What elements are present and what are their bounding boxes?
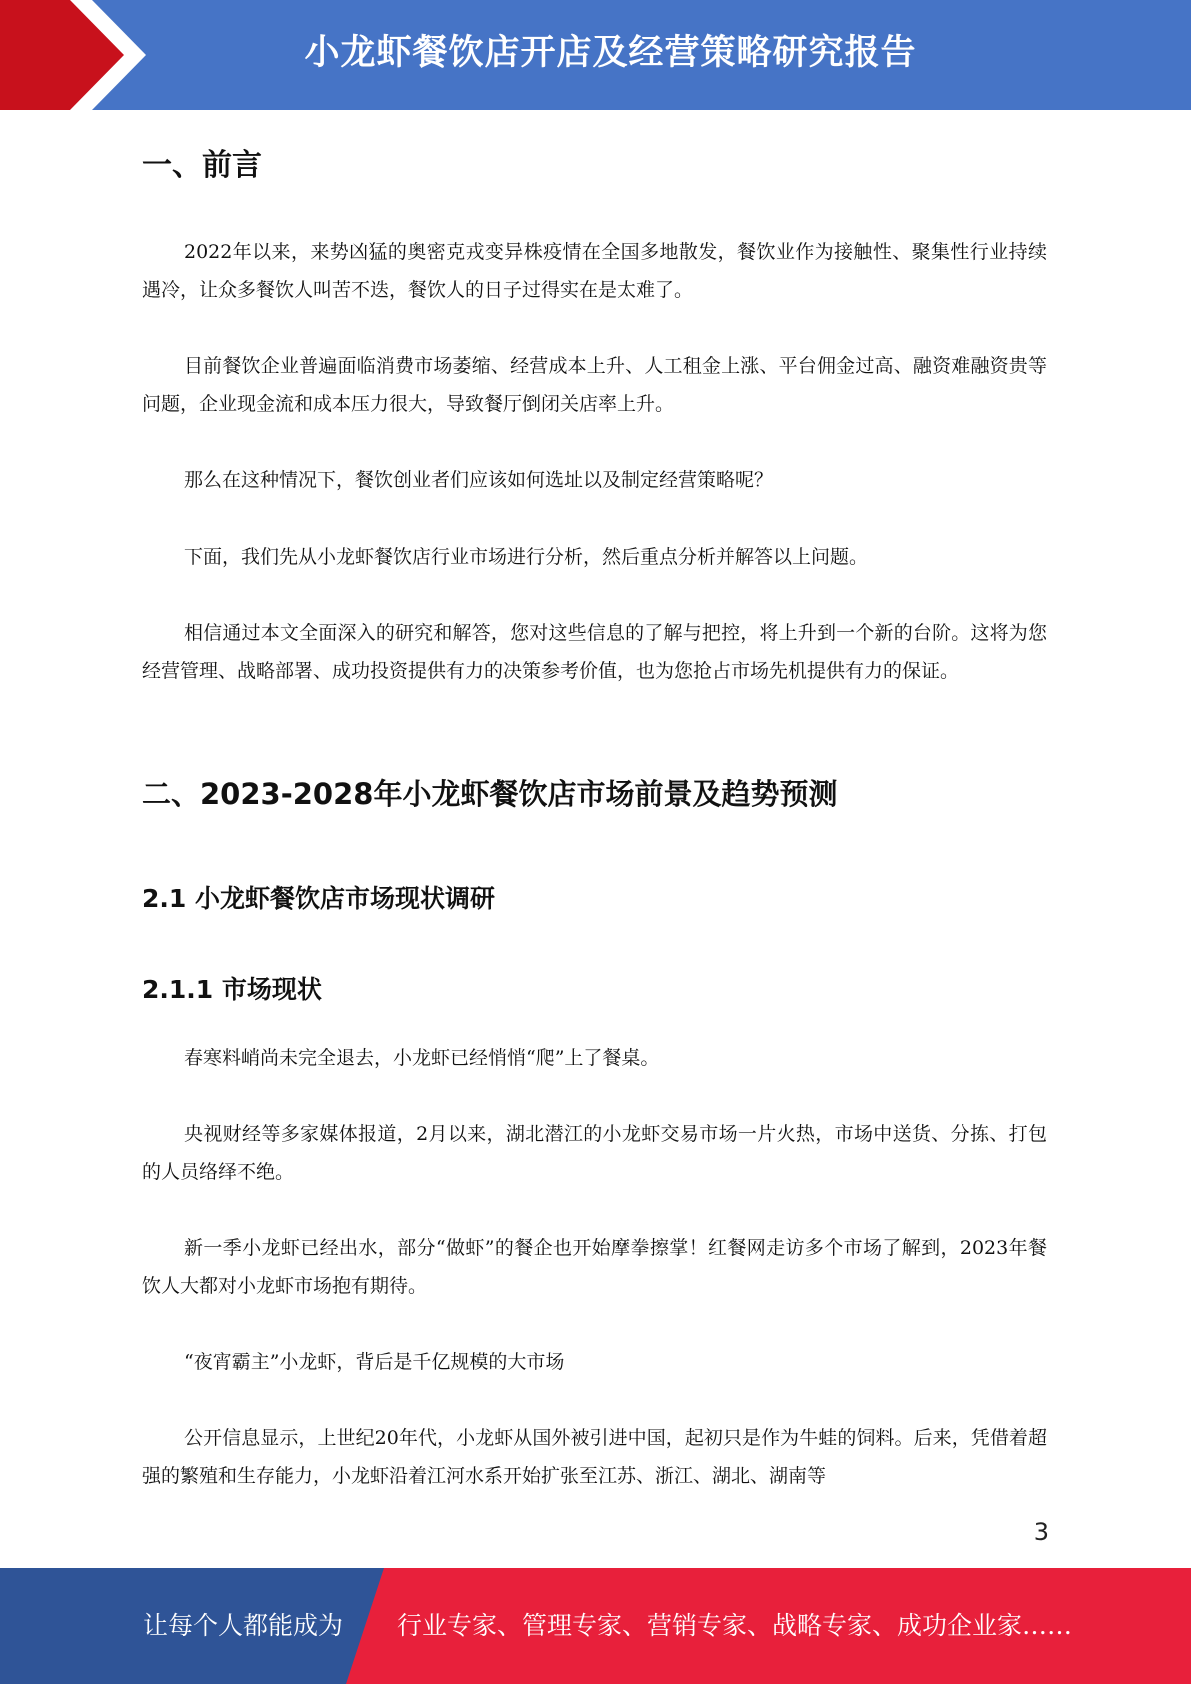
paragraph: 新一季小龙虾已经出水，部分“做虾”的餐企也开始摩拳擦掌！红餐网走访多个市场了解到，2023年餐饮人大都对小龙虾市场抱有期待。 (142, 1237, 1047, 1297)
document-title: 小龙虾餐饮店开店及经营策略研究报告 (304, 33, 917, 73)
paragraph: “夜宵霸主”小龙虾，背后是千亿规模的大市场 (184, 1351, 565, 1373)
paragraph: 春寒料峭尚未完全退去，小龙虾已经悄悄“爬”上了餐桌。 (184, 1047, 660, 1069)
paragraph: 公开信息显示，上世纪20年代，小龙虾从国外被引进中国，起初只是作为牛蛙的饲料。后来，凭借着超强的繁殖和生存能力，小龙虾沿着江河水系开始扩张至江苏、浙江、湖北、湖南等 (142, 1427, 1047, 1487)
paragraph: 下面，我们先从小龙虾餐饮店行业市场进行分析，然后重点分析并解答以上问题。 (184, 546, 869, 568)
page-number: 3 (1033, 1518, 1049, 1546)
page-footer-banner (0, 1568, 1191, 1684)
paragraph: 相信通过本文全面深入的研究和解答，您对这些信息的了解与把控，将上升到一个新的台阶。这将为您经营管理、战略部署、成功投资提供有力的决策参考价值，也为您抢占市场先机提供有力的保证。 (142, 622, 1047, 682)
footer-slogan-right: 行业专家、管理专家、营销专家、战略专家、成功企业家…… (397, 1611, 1073, 1640)
section-heading-market-outlook: 二、2023-2028年小龙虾餐饮店市场前景及趋势预测 (142, 777, 838, 811)
section-heading-preface: 一、前言 (142, 148, 262, 183)
subsection-heading-market-survey: 2.1 小龙虾餐饮店市场现状调研 (142, 884, 495, 913)
paragraph: 目前餐饮企业普遍面临消费市场萎缩、经营成本上升、人工租金上涨、平台佣金过高、融资难融资贵等问题，企业现金流和成本压力很大，导致餐厅倒闭关店率上升。 (142, 355, 1047, 415)
paragraph: 2022年以来，来势凶猛的奥密克戎变异株疫情在全国多地散发，餐饮业作为接触性、聚集性行业持续遇冷，让众多餐饮人叫苦不迭，餐饮人的日子过得实在是太难了。 (142, 241, 1047, 301)
paragraph: 那么在这种情况下，餐饮创业者们应该如何选址以及制定经营策略呢？ (184, 469, 774, 491)
footer-slogan-left: 让每个人都能成为 (143, 1611, 344, 1640)
page-header-banner (0, 0, 1191, 110)
paragraph: 央视财经等多家媒体报道，2月以来，湖北潜江的小龙虾交易市场一片火热，市场中送货、分拣、打包的人员络绎不绝。 (142, 1123, 1047, 1183)
subsubsection-heading-market-status: 2.1.1 市场现状 (142, 975, 322, 1004)
